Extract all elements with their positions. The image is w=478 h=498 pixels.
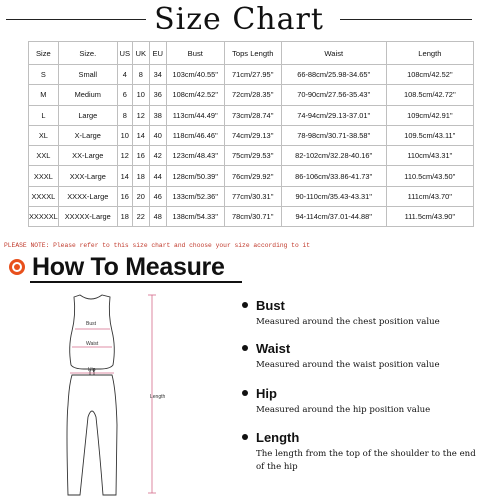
table-body (29, 65, 474, 227)
table-cell: 108cm/42.52'' (166, 85, 224, 105)
table-cell: XXX-Large (58, 166, 117, 186)
table-cell: 36 (149, 85, 166, 105)
header-eu: EU (149, 42, 166, 65)
table-cell: 20 (132, 186, 149, 206)
table-cell: 8 (117, 105, 132, 125)
header-bust: Bust (166, 42, 224, 65)
header-tops-length: Tops Length (224, 42, 281, 65)
table-cell: 110.5cm/43.50'' (386, 166, 473, 186)
header-length: Length (386, 42, 473, 65)
page-title: Size Chart (154, 2, 324, 37)
measure-desc: The length from the top of the shoulder to the end of the hip (256, 449, 476, 472)
table-row (29, 65, 474, 85)
table-cell: 66-88cm/25.98-34.65'' (281, 65, 386, 85)
table-cell: 111.5cm/43.90'' (386, 207, 473, 227)
table-cell: 42 (149, 146, 166, 166)
table-cell: 82-102cm/32.28-40.16'' (281, 146, 386, 166)
bullet-icon (242, 434, 248, 440)
table-cell: XXXL (29, 166, 59, 186)
table-cell: 86-106cm/33.86-41.73'' (281, 166, 386, 186)
table-cell: X-Large (58, 125, 117, 145)
table-cell: XX-Large (58, 146, 117, 166)
table-cell: XXXX-Large (58, 186, 117, 206)
table-cell: 128cm/50.39'' (166, 166, 224, 186)
table-cell: 74cm/29.13'' (224, 125, 281, 145)
table-cell: 46 (149, 186, 166, 206)
measure-item-length (242, 430, 478, 480)
table-cell: 77cm/30.31'' (224, 186, 281, 206)
table-cell: 109cm/42.91'' (386, 105, 473, 125)
table-row (29, 85, 474, 105)
size-note: PLEASE NOTE: Please refer to this size chart and choose your size according to it (4, 242, 311, 249)
table-cell: 12 (117, 146, 132, 166)
table-cell: 34 (149, 65, 166, 85)
table-cell: 94-114cm/37.01-44.88'' (281, 207, 386, 227)
table-cell: 16 (132, 146, 149, 166)
table-cell: S (29, 65, 59, 85)
table-cell: 111cm/43.70'' (386, 186, 473, 206)
table-cell: XXXXL (29, 186, 59, 206)
how-to-measure-underline (30, 281, 242, 283)
table-cell: 113cm/44.49'' (166, 105, 224, 125)
measure-item-hip (242, 386, 478, 422)
target-icon (8, 258, 26, 276)
header-us: US (117, 42, 132, 65)
table-cell: 48 (149, 207, 166, 227)
table-row (29, 207, 474, 227)
measure-name: Length (256, 430, 300, 445)
table-cell: 40 (149, 125, 166, 145)
table-cell: 109.5cm/43.11'' (386, 125, 473, 145)
table-cell: 18 (117, 207, 132, 227)
bullet-icon (242, 390, 248, 396)
table-cell: 10 (117, 125, 132, 145)
table-cell: 78-98cm/30.71-38.58'' (281, 125, 386, 145)
table-cell: 108.5cm/42.72'' (386, 85, 473, 105)
table-cell: 78cm/30.71'' (224, 207, 281, 227)
table-cell: 8 (132, 65, 149, 85)
table-row (29, 125, 474, 145)
table-row (29, 146, 474, 166)
table-header-row (29, 42, 474, 65)
table-cell: XXXXX-Large (58, 207, 117, 227)
how-to-measure-title: How To Measure (32, 253, 225, 281)
table-cell: 133cm/52.36'' (166, 186, 224, 206)
bullet-icon (242, 302, 248, 308)
table-cell: 4 (117, 65, 132, 85)
bullet-icon (242, 345, 248, 351)
table-cell: 73cm/28.74'' (224, 105, 281, 125)
table-cell: 72cm/28.35'' (224, 85, 281, 105)
table-cell: 138cm/54.33'' (166, 207, 224, 227)
figure-label-length: Length (150, 394, 166, 400)
table-cell: XL (29, 125, 59, 145)
table-cell: 74-94cm/29.13-37.01'' (281, 105, 386, 125)
table-cell: M (29, 85, 59, 105)
table-row (29, 186, 474, 206)
table-cell: 103cm/40.55'' (166, 65, 224, 85)
header-uk: UK (132, 42, 149, 65)
table-cell: 10 (132, 85, 149, 105)
table-cell: 44 (149, 166, 166, 186)
table-cell: 118cm/46.46'' (166, 125, 224, 145)
measure-name: Waist (256, 341, 291, 356)
figure-label-waist: Waist (86, 341, 99, 347)
measure-desc: Measured around the chest position value (256, 317, 440, 327)
header-waist: Waist (281, 42, 386, 65)
table-cell: 70-90cm/27.56-35.43'' (281, 85, 386, 105)
table-cell: 71cm/27.95'' (224, 65, 281, 85)
table-cell: 76cm/29.92'' (224, 166, 281, 186)
table-cell: 18 (132, 166, 149, 186)
table-cell: 22 (132, 207, 149, 227)
header-size-name: Size. (58, 42, 117, 65)
measure-desc: Measured around the waist position value (256, 360, 440, 370)
measure-name: Bust (256, 298, 285, 313)
table-cell: 16 (117, 186, 132, 206)
table-cell: 108cm/42.52'' (386, 65, 473, 85)
table-cell: 123cm/48.43'' (166, 146, 224, 166)
title-rule-right (340, 19, 472, 20)
measure-item-bust (242, 298, 478, 334)
table-cell: L (29, 105, 59, 125)
table-cell: 12 (132, 105, 149, 125)
table-cell: XXXXXL (29, 207, 59, 227)
size-chart-table (28, 41, 474, 227)
jumpsuit-figure (0, 285, 200, 498)
how-to-measure-header (0, 253, 478, 283)
title-bar (0, 0, 478, 40)
figure-label-hip: Hip (88, 367, 96, 373)
table-cell: 14 (132, 125, 149, 145)
measure-name: Hip (256, 386, 277, 401)
table-row (29, 166, 474, 186)
header-size: Size (29, 42, 59, 65)
table-cell: 110cm/43.31'' (386, 146, 473, 166)
table-cell: 14 (117, 166, 132, 186)
table-cell: Large (58, 105, 117, 125)
measure-item-waist (242, 341, 478, 377)
table-cell: 75cm/29.53'' (224, 146, 281, 166)
measure-desc: Measured around the hip position value (256, 405, 431, 415)
table-cell: 6 (117, 85, 132, 105)
table-cell: Medium (58, 85, 117, 105)
figure-label-bust: Bust (86, 321, 97, 327)
table-cell: 38 (149, 105, 166, 125)
table-cell: Small (58, 65, 117, 85)
table-cell: XXL (29, 146, 59, 166)
table-cell: 90-110cm/35.43-43.31'' (281, 186, 386, 206)
table-row (29, 105, 474, 125)
